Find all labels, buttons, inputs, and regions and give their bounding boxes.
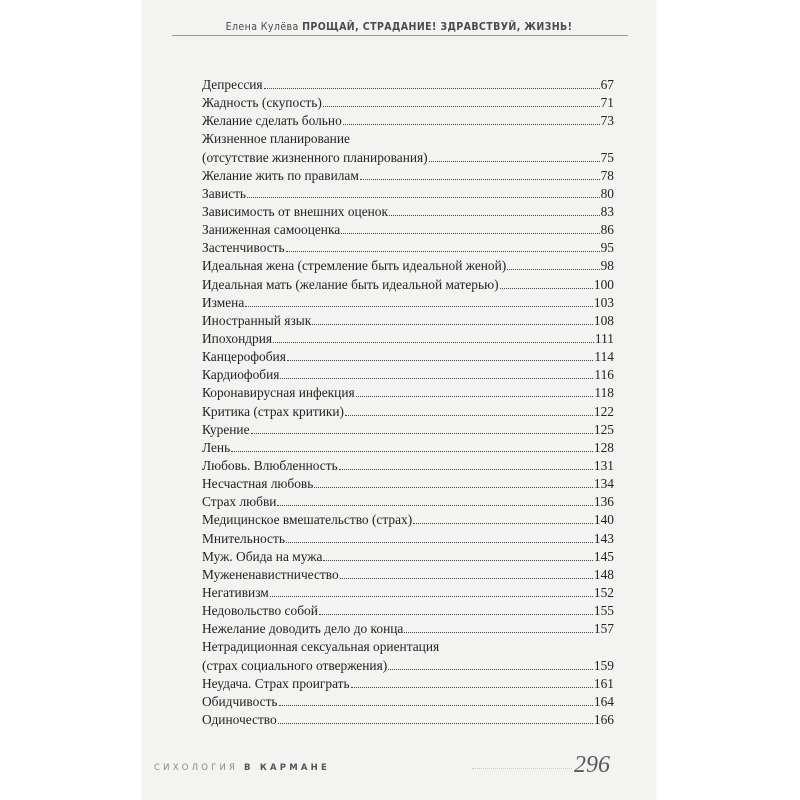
- toc-dot-leader: [280, 366, 593, 379]
- toc-entry-title: (отсутствие жизненного планирования): [202, 149, 428, 165]
- toc-dot-leader: [404, 620, 593, 633]
- toc-entry: [202, 602, 614, 620]
- toc-entry-title: Любовь. Влюбленность: [202, 457, 338, 473]
- toc-dot-leader: [345, 403, 593, 416]
- toc-entry-page: 159: [593, 657, 614, 673]
- toc-line: [202, 130, 614, 148]
- toc-line: [202, 257, 614, 275]
- toc-entry-page: 80: [600, 185, 614, 201]
- toc-dot-leader: [247, 185, 600, 198]
- series-name-suffix: В КАРМАНЕ: [244, 763, 330, 773]
- toc-line: [202, 221, 614, 239]
- toc-entry: [202, 638, 614, 674]
- toc-dot-leader: [231, 439, 593, 452]
- toc-entry-title: Негативизм: [202, 584, 269, 600]
- toc-dot-leader: [286, 530, 593, 543]
- toc-dot-leader: [314, 475, 593, 488]
- toc-line: [202, 638, 614, 656]
- toc-entry-title: (страх социального отвержения): [202, 657, 388, 673]
- toc-dot-leader: [286, 239, 600, 252]
- toc-entry-page: 140: [593, 512, 614, 528]
- toc-entry: [202, 566, 614, 584]
- toc-entry: [202, 112, 614, 130]
- toc-line: [202, 511, 614, 529]
- toc-entry: [202, 185, 614, 203]
- toc-line: [202, 693, 614, 711]
- toc-dot-leader: [287, 348, 594, 361]
- toc-entry: [202, 76, 614, 94]
- toc-entry-page: 83: [600, 203, 614, 219]
- running-head-title: ПРОЩАЙ, СТРАДАНИЕ! ЗДРАВСТВУЙ, ЖИЗНЬ!: [302, 21, 573, 33]
- toc-entry-title: Обидчивость: [202, 693, 278, 709]
- toc-entry: [202, 511, 614, 529]
- toc-dot-leader: [500, 276, 593, 289]
- toc-dot-leader: [323, 94, 600, 107]
- toc-line: [202, 530, 614, 548]
- toc-entry-title: Нежелание доводить дело до конца: [202, 621, 404, 637]
- toc-entry-page: 111: [594, 330, 614, 346]
- toc-line-continuation: [202, 149, 614, 167]
- toc-dot-leader: [356, 384, 594, 397]
- toc-dot-leader: [507, 257, 599, 270]
- toc-entry-page: 155: [593, 603, 614, 619]
- toc-entry-page: 73: [600, 113, 614, 129]
- toc-entry: [202, 675, 614, 693]
- toc-line: [202, 276, 614, 294]
- toc-entry-title: Неудача. Страх проиграть: [202, 675, 350, 691]
- toc-entry-title: Зависть: [202, 185, 247, 201]
- toc-dot-leader: [429, 149, 600, 162]
- running-head: [142, 21, 656, 33]
- toc-entry: [202, 312, 614, 330]
- series-name-prefix: СИХОЛОГИЯ: [154, 763, 239, 773]
- toc-dot-leader: [388, 657, 593, 670]
- toc-line: [202, 76, 614, 94]
- toc-entry: [202, 457, 614, 475]
- toc-entry: [202, 276, 614, 294]
- toc-entry-title: Нетрадиционная сексуальная ориентация: [202, 639, 440, 655]
- toc-entry-title: Желание сделать больно: [202, 113, 342, 129]
- toc-entry: [202, 620, 614, 638]
- toc-entry-page: 67: [600, 77, 614, 92]
- toc-entry-title: Кардиофобия: [202, 367, 280, 383]
- toc-entry-page: 164: [593, 693, 614, 709]
- toc-entry-page: 143: [593, 530, 614, 546]
- toc-line: [202, 203, 614, 221]
- toc-entry-title: Измена: [202, 294, 245, 310]
- toc-entry: [202, 439, 614, 457]
- toc-entry: [202, 167, 614, 185]
- toc-line: [202, 566, 614, 584]
- toc-entry: [202, 403, 614, 421]
- toc-entry-title: Застенчивость: [202, 240, 285, 256]
- toc-entry-title: Несчастная любовь: [202, 476, 314, 492]
- toc-entry-title: Жизненное планирование: [202, 131, 350, 147]
- toc-entry-page: 148: [593, 566, 614, 582]
- toc-line: [202, 421, 614, 439]
- toc-entry: [202, 711, 614, 729]
- toc-entry-title: Мнительность: [202, 530, 285, 546]
- toc-entry: [202, 94, 614, 112]
- toc-entry-title: Депрессия: [202, 77, 263, 92]
- toc-entry-page: 118: [594, 385, 614, 401]
- toc-line: [202, 548, 614, 566]
- toc-entry: [202, 348, 614, 366]
- toc-entry: [202, 693, 614, 711]
- toc-dot-leader: [341, 221, 599, 234]
- toc-line: [202, 167, 614, 185]
- toc-entry: [202, 330, 614, 348]
- toc-dot-leader: [351, 675, 593, 688]
- toc-line: [202, 620, 614, 638]
- toc-entry: [202, 239, 614, 257]
- book-page: [142, 0, 656, 800]
- toc-entry-page: 152: [593, 584, 614, 600]
- running-head-author: Елена Кулёва: [225, 21, 299, 33]
- toc-entry-page: 75: [600, 149, 614, 165]
- toc-dot-leader: [245, 294, 593, 307]
- toc-line: [202, 294, 614, 312]
- toc-entry-title: Жадность (скупость): [202, 95, 322, 111]
- toc-entry-title: Желание жить по правилам: [202, 167, 359, 183]
- toc-entry-page: 95: [600, 240, 614, 256]
- toc-entry: [202, 584, 614, 602]
- toc-entry: [202, 294, 614, 312]
- toc-entry-title: Заниженная самооценка: [202, 222, 341, 238]
- toc-entry: [202, 475, 614, 493]
- toc-dot-leader: [323, 548, 592, 561]
- toc-entry-page: 108: [593, 312, 614, 328]
- toc-line: [202, 584, 614, 602]
- toc-dot-leader: [340, 566, 593, 579]
- toc-entry-page: 114: [594, 349, 614, 365]
- toc-entry-page: 116: [594, 367, 614, 383]
- toc-entry-title: Одиночество: [202, 711, 277, 727]
- toc-entry-page: 100: [593, 276, 614, 292]
- toc-dot-leader: [389, 203, 600, 216]
- toc-entry-title: Идеальная мать (желание быть идеальной матерью): [202, 276, 499, 292]
- toc-entry: [202, 221, 614, 239]
- toc-dot-leader: [270, 584, 593, 597]
- toc-entry-title: Иностранный язык: [202, 312, 312, 328]
- toc-line: [202, 366, 614, 384]
- toc-entry-page: 131: [593, 457, 614, 473]
- toc-line: [202, 384, 614, 402]
- toc-entry-title: Курение: [202, 421, 250, 437]
- toc-entry: [202, 384, 614, 402]
- toc-entry-title: Коронавирусная инфекция: [202, 385, 355, 401]
- toc-entry-title: Ипохондрия: [202, 330, 273, 346]
- toc-dot-leader: [360, 167, 600, 180]
- toc-line: [202, 348, 614, 366]
- toc-entry: [202, 257, 614, 275]
- toc-line: [202, 185, 614, 203]
- toc-entry-page: 136: [593, 494, 614, 510]
- toc-entry-page: 128: [593, 439, 614, 455]
- toc-entry-title: Критика (страх критики): [202, 403, 345, 419]
- toc-line: [202, 457, 614, 475]
- toc-entry-title: Зависимость от внешних оценок: [202, 203, 389, 219]
- toc-line: [202, 493, 614, 511]
- toc-entry-page: 86: [600, 222, 614, 238]
- toc-entry-page: 166: [593, 711, 614, 727]
- toc-entry-title: Мужененавистничество: [202, 566, 339, 582]
- toc-entry-title: Страх любви: [202, 494, 277, 510]
- footer-divider: [472, 768, 572, 769]
- toc-entry: [202, 530, 614, 548]
- table-of-contents: [202, 76, 614, 729]
- toc-entry-page: 145: [593, 548, 614, 564]
- toc-entry-title: Идеальная жена (стремление быть идеальной женой): [202, 258, 507, 274]
- toc-line: [202, 239, 614, 257]
- toc-entry: [202, 130, 614, 166]
- toc-line: [202, 112, 614, 130]
- toc-dot-leader: [277, 493, 592, 506]
- toc-line: [202, 330, 614, 348]
- toc-entry-title: Муж. Обида на мужа: [202, 548, 323, 564]
- toc-dot-leader: [251, 421, 593, 434]
- toc-entry-title: Лень: [202, 439, 231, 455]
- toc-entry-page: 157: [593, 621, 614, 637]
- toc-dot-leader: [343, 112, 600, 125]
- toc-line: [202, 439, 614, 457]
- toc-line: [202, 312, 614, 330]
- toc-entry: [202, 421, 614, 439]
- toc-entry-page: 71: [600, 95, 614, 111]
- toc-entry: [202, 548, 614, 566]
- toc-line-continuation: [202, 657, 614, 675]
- toc-line: [202, 403, 614, 421]
- header-rule: [172, 35, 628, 36]
- toc-line: [202, 94, 614, 112]
- toc-dot-leader: [279, 693, 593, 706]
- toc-dot-leader: [264, 76, 600, 89]
- toc-entry: [202, 493, 614, 511]
- toc-entry-page: 125: [593, 421, 614, 437]
- toc-line: [202, 711, 614, 729]
- toc-entry-page: 134: [593, 476, 614, 492]
- toc-dot-leader: [319, 602, 593, 615]
- toc-entry-page: 78: [600, 167, 614, 183]
- toc-entry-page: 103: [593, 294, 614, 310]
- toc-line: [202, 675, 614, 693]
- toc-line: [202, 475, 614, 493]
- toc-entry-page: 122: [593, 403, 614, 419]
- toc-dot-leader: [273, 330, 594, 343]
- toc-dot-leader: [312, 312, 593, 325]
- page-number: 296: [574, 752, 610, 778]
- toc-entry-title: Медицинское вмешательство (страх): [202, 512, 413, 528]
- toc-dot-leader: [339, 457, 593, 470]
- toc-entry: [202, 203, 614, 221]
- toc-entry-page: 98: [600, 258, 614, 274]
- toc-entry-title: Канцерофобия: [202, 349, 286, 365]
- toc-dot-leader: [413, 511, 593, 524]
- toc-entry: [202, 366, 614, 384]
- toc-dot-leader: [278, 711, 593, 724]
- toc-line: [202, 602, 614, 620]
- toc-entry-title: Недовольство собой: [202, 603, 318, 619]
- toc-entry-page: 161: [593, 675, 614, 691]
